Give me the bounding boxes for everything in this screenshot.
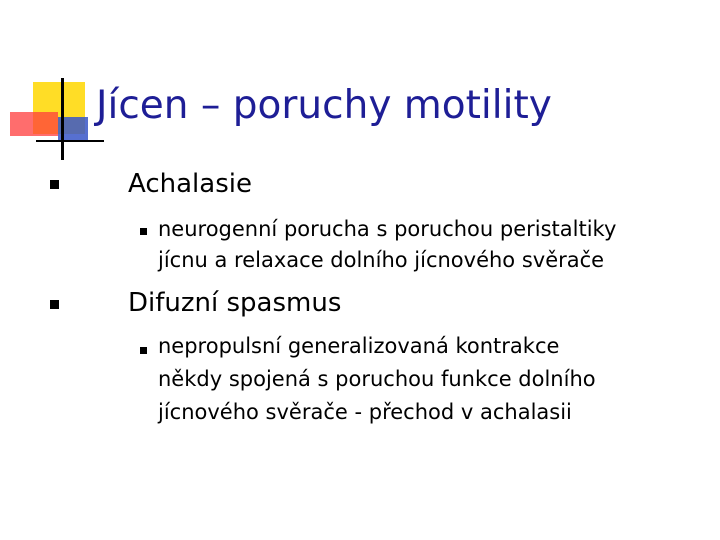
slide-title: Jícen – poruchy motility xyxy=(96,83,552,128)
bullet-item-achalasie: Achalasie xyxy=(128,169,252,199)
sub-item-line: jícnu a relaxace dolního jícnového svěrače xyxy=(158,248,605,272)
sub-item-line: nepropulsní generalizovaná kontrakce xyxy=(158,334,560,358)
sub-item-line: někdy spojená s poruchou funkce dolního xyxy=(158,367,596,391)
bullet-square-icon xyxy=(50,180,59,189)
sub-item-line: neurogenní porucha s poruchou peristaltiky xyxy=(158,217,617,241)
sub-bullet-square-icon xyxy=(140,228,147,235)
bullet-item-difuzni-spasmus: Difuzní spasmus xyxy=(128,288,342,318)
bullet-square-icon xyxy=(50,300,59,309)
sub-item-line: jícnového svěrače - přechod v achalasii xyxy=(158,400,572,424)
sub-bullet-square-icon xyxy=(140,347,147,354)
